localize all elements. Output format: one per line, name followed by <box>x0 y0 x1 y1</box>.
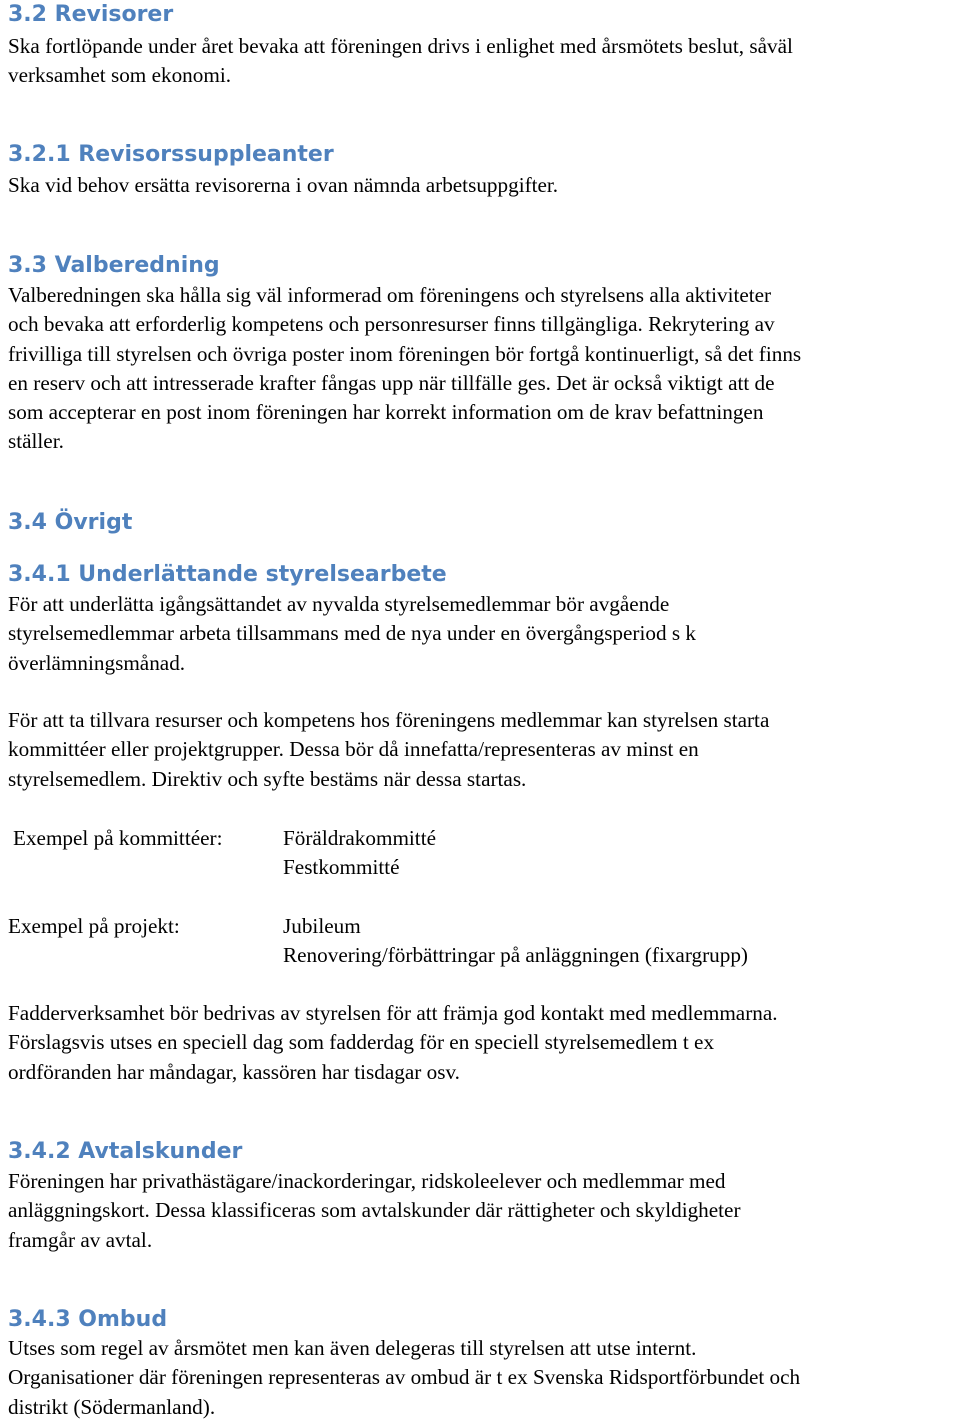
text-line: anläggningskort. Dessa klassificeras som avtalskunder där rättigheter och skyldigheter <box>8 1198 741 1223</box>
text-line: framgår av avtal. <box>8 1227 153 1252</box>
text-line: styrelsemedlemmar arbeta tillsammans med de nya under en övergångsperiod s k <box>8 621 696 646</box>
text-line: ställer. <box>8 429 64 454</box>
paragraph-3-3 <box>8 281 958 457</box>
text-line: Ska vid behov ersätta revisorerna i ovan nämnda arbetsuppgifter. <box>8 173 559 197</box>
heading-3-2-1: 3.2.1 Revisorssuppleanter <box>8 142 334 167</box>
text-line: och bevaka att erforderlig kompetens och personresurser finns tillgängliga. Rekrytering av <box>8 312 775 337</box>
example-project-item: Renovering/förbättringar på anläggningen (fixargrupp) <box>283 943 748 967</box>
text-line: styrelsemedlem. Direktiv och syfte bestäms när dessa startas. <box>8 766 527 791</box>
text-line: Ska fortlöpande under året bevaka att föreningen drivs i enlighet med årsmötets beslut, såväl <box>8 34 793 58</box>
text-line: Utses som regel av årsmötet men kan även delegeras till styrelsen att utse internt. <box>8 1336 697 1360</box>
heading-3-3: 3.3 Valberedning <box>8 253 220 278</box>
example-project-item: Jubileum <box>283 914 361 938</box>
text-line: ordföranden har måndagar, kassören har tisdagar osv. <box>8 1059 460 1084</box>
text-line: Valberedningen ska hålla sig väl informerad om föreningens och styrelsens alla aktiviteter <box>8 283 772 307</box>
text-line: kommittéer eller projektgrupper. Dessa bör då innefatta/representeras av minst en <box>8 737 699 762</box>
text-line: som accepterar en post inom föreningen har korrekt information om de krav befattningen <box>8 400 764 425</box>
heading-3-4-1: 3.4.1 Underlättande styrelsearbete <box>8 562 447 587</box>
paragraph-3-4-1-b <box>8 706 958 794</box>
heading-3-4-3: 3.4.3 Ombud <box>8 1307 168 1332</box>
paragraph-3-2-1 <box>8 171 958 200</box>
example-committee-item: Föräldrakommitté <box>283 826 436 850</box>
heading-3-4: 3.4 Övrigt <box>8 510 133 535</box>
text-line: Fadderverksamhet bör bedrivas av styrelsen för att främja god kontakt med medlemmarna. <box>8 1001 778 1025</box>
text-line: överlämningsmånad. <box>8 650 186 675</box>
heading-3-4-2: 3.4.2 Avtalskunder <box>8 1139 243 1164</box>
text-line: distrikt (Södermanland). <box>8 1394 216 1419</box>
text-line: verksamhet som ekonomi. <box>8 63 232 88</box>
text-line: en reserv och att intresserade krafter fångas upp när tillfälle ges. Det är också viktigt att de <box>8 370 775 395</box>
heading-3-2: 3.2 Revisorer <box>8 2 174 27</box>
text-line: För att underlätta igångsättandet av nyvalda styrelsemedlemmar bör avgående <box>8 592 670 616</box>
text-line: Organisationer där föreningen representeras av ombud är t ex Svenska Ridsportförbundet och <box>8 1365 801 1390</box>
paragraph-3-4-3 <box>8 1334 958 1422</box>
examples-committees-label: Exempel på kommittéer: <box>13 826 223 850</box>
paragraph-3-2 <box>8 32 958 91</box>
paragraph-3-4-1-a <box>8 590 958 678</box>
text-line: För att ta tillvara resurser och kompetens hos föreningens medlemmar kan styrelsen starta <box>8 708 770 732</box>
text-line: Förslagsvis utses en speciell dag som fadderdag för en speciell styrelsemedlem t ex <box>8 1030 715 1055</box>
paragraph-3-4-1-c <box>8 999 958 1087</box>
paragraph-3-4-2 <box>8 1167 958 1255</box>
text-line: frivilliga till styrelsen och övriga poster inom föreningen bör fortgå kontinuerligt, så det finns <box>8 341 802 366</box>
examples-projects-label: Exempel på projekt: <box>8 914 180 938</box>
text-line: Föreningen har privathästägare/inackorderingar, ridskoleelever och medlemmar med <box>8 1169 726 1193</box>
example-committee-item: Festkommitté <box>283 855 400 879</box>
